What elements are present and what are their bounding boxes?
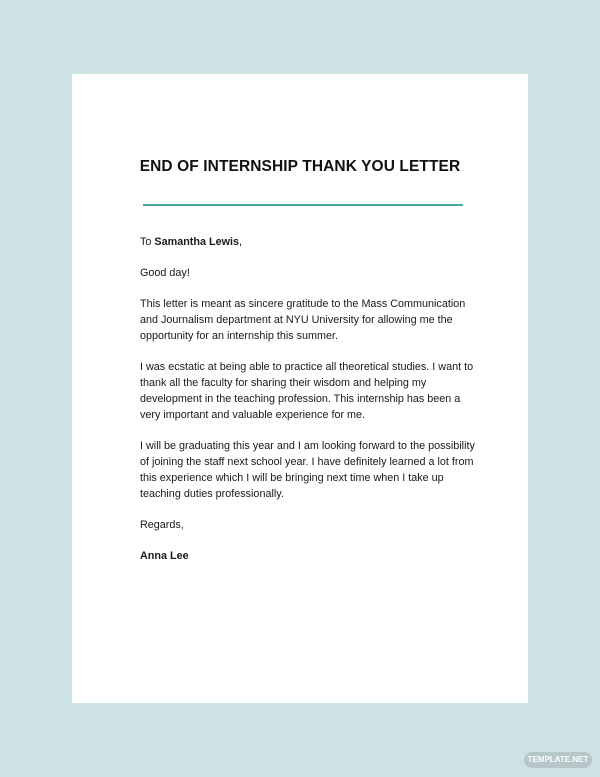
greeting: Good day! [140,267,190,279]
title-divider [143,204,463,206]
paragraph-3: I will be graduating this year and I am looking forward to the possibility of joining the staff next school year. I have definitely learned a lot from this experience which I will be bringing next time when I take up teaching duties professionally. [140,440,475,500]
recipient-name: Samantha Lewis [154,236,240,248]
signature: Anna Lee [140,550,189,562]
salutation [140,234,480,250]
salutation-prefix: To [140,236,155,248]
paragraph-2: I was ecstatic at being able to practice all theoretical studies. I want to thank all the faculty for sharing their wisdom and helping my development in the teaching profession. This internship has been a very important and valuable experience for me. [140,361,474,421]
salutation-suffix: , [239,236,243,248]
template-net-watermark: TEMPLATE.NET [524,752,592,768]
paragraph-1: This letter is meant as sincere gratitude to the Mass Communication and Journalism department at NYU University for allowing me the opportunity for an internship this summer. [140,298,466,342]
letter-body [140,234,480,579]
closing: Regards, [140,519,184,531]
letter-page [72,74,528,703]
letter-title: END OF INTERNSHIP THANK YOU LETTER [139,158,461,175]
